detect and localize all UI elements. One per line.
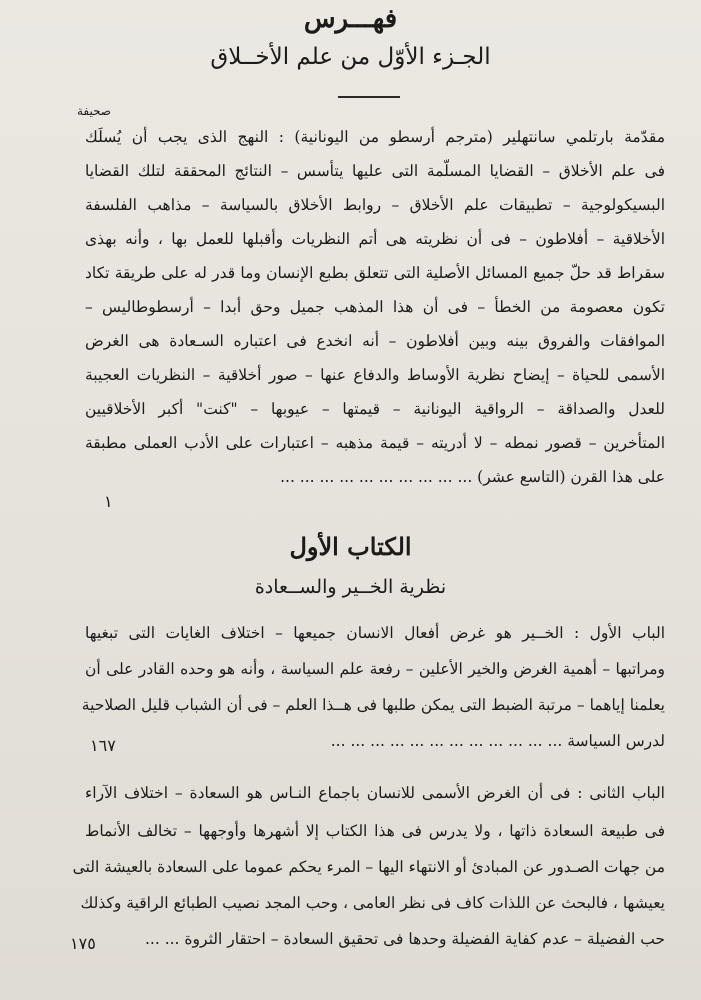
intro-line: سقراط قد حلّ جميع المسائل الأصلية التى تتعلق بطبع الإنسان وما قدر له على طريقة تكاد [85,264,665,282]
chapter2-line: يعيشها ، فالبحث عن اللذات كاف فى نظر العامى ، وحب المجد نصيب الطبائع الراقية وكذلك [80,894,665,912]
intro-line: على هذا القرن (التاسع عشر) ... ... ... ... ... ... ... ... ... ... [280,468,665,486]
intro-line: الأسمى للحياة – إيضاح نظرية الأوساط والدفاع عنها – صور أخلاقية – النظريات العجيبة [85,366,665,384]
intro-line: مقدّمة بارتلمي سانتهلير (مترجم أرسطو من اليونانية) : النهج الذى يجب أن يُسلَك [85,128,665,146]
book-title: الكتاب الأول [289,532,412,561]
chapter2-line: الباب الثانى : فى أن الغرض الأسمى للانسان باجماع النـاس هو السعادة – اختلاف الآراء [85,784,665,802]
page-title: فهـــرس [303,4,398,34]
chapter1-line: لدرس السياسة ... ... ... ... ... ... ... ... ... ... ... ... [330,732,665,750]
chapter2-line: حب الفضيلة – عدم كفاية الفضيلة وحدها فى تحقيق السعادة – احتقار الثروة ... ... [145,930,665,948]
part-subtitle: الجـزء الأوّل من علم الأخــلاق [210,44,491,70]
intro-line: تكون معصومة من الخطأ – فى أن هذا المذهب جميل وحق أبدا – أرسطوطاليس – [85,298,665,316]
chapter2-page-number: ١٧٥ [70,934,96,953]
chapter2-line: فى طبيعة السعادة ذاتها ، ولا يدرس فى هذا الكتاب إلا أشهرها وأوجهها – تخالف الأنماط [85,822,665,840]
intro-line: البسيكولوجية – تطبيقات علم الأخلاق – روابط الأخلاق بالسياسة – مذاهب الفلسفة [85,196,665,214]
chapter1-page-number: ١٦٧ [90,736,116,755]
book-subtitle: نظرية الخــير والســعادة [254,576,447,598]
intro-page-number: ١ [104,492,113,511]
intro-line: فى علم الأخلاق – القضايا المسلّمة التى عليها يتأسس – النتائج المحققة لتلك القضايا [85,162,665,180]
chapter1-line: الباب الأول : الخــير هو غرض أفعال الانسان جميعها – اختلاف الغايات التى تبغيها [85,624,665,642]
intro-line: الموافقات والفروق بينه وبين أفلاطون – أنه انخدع فى اعتباره السـعادة هى الغرض [85,332,665,350]
intro-line: للعدل والصداقة – الرواقية اليونانية – قيمتها – عيوبها – "كنت" أكبر الأخلاقيين [85,400,665,418]
page-column-label: صحيفة [76,104,111,118]
intro-line: الأخلاقية – أفلاطون – فى أن نظريته هى أتم النظريات وأقبلها للعمل بها ، وأنه بهذى [85,230,665,248]
chapter1-line: ومراتبها – أهمية الغرض والخير الأعلين – رفعة علم السياسة ، وأنه هو وحده القادر على أن [85,660,665,678]
title-divider [338,96,400,98]
chapter1-line: يعلمنا إياهما – مرتبة الضبط التى يمكن طلبها فى هــذا العلم – فى أن الشباب قليل الصلاحية [81,696,665,714]
chapter2-line: من جهات الصـدور عن المبادئ أو الانتهاء اليها – المرء يحكم عموما على السعادة بالعيشة التى [72,858,665,876]
intro-line: المتأخرين – قصور نمطه – لا أدريته – قيمة مذهبه – اعتبارات على الأدب العملى مطبقة [85,434,665,452]
